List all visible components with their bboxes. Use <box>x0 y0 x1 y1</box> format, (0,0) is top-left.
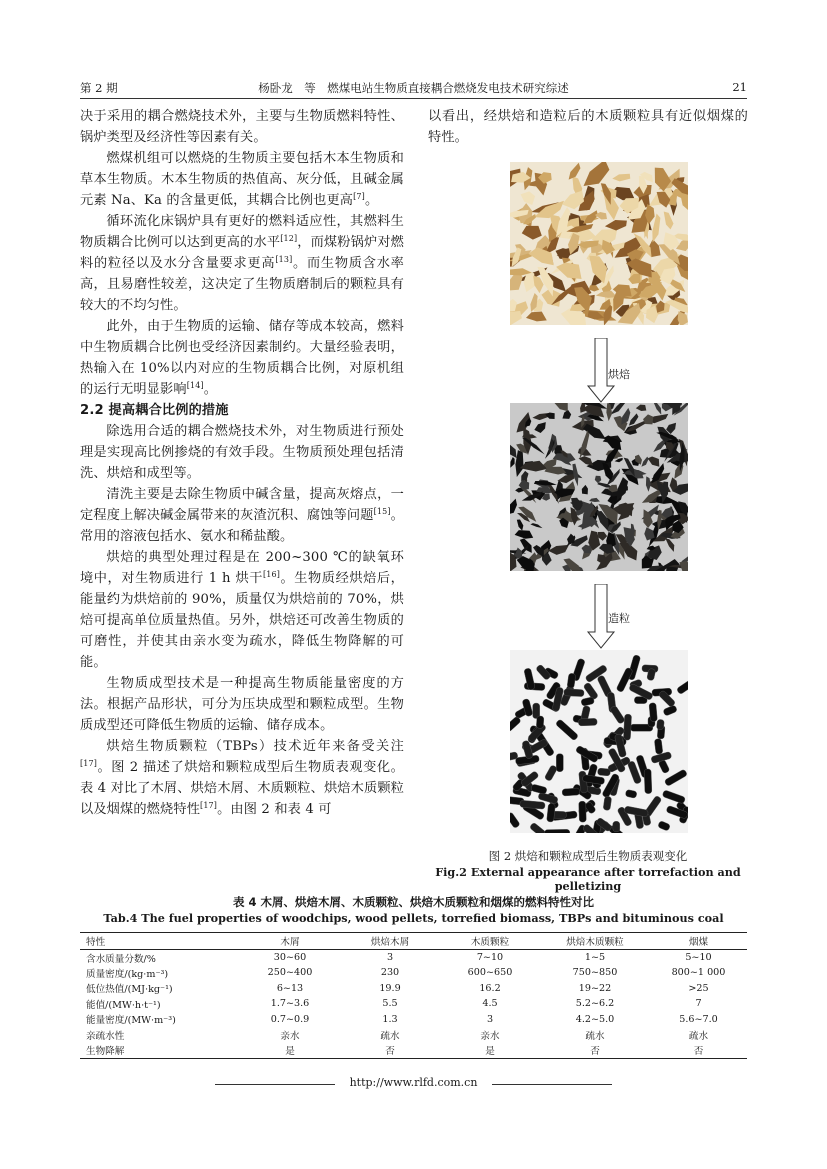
table-cell: 5.6~7.0 <box>679 1013 718 1025</box>
citation[interactable]: [17] <box>80 759 98 768</box>
pelletizing-label: 造粒 <box>608 612 630 625</box>
paragraph-5: 除选用合适的耦合燃烧技术外，对生物质进行预处理是实现高比例掺烧的有效手段。生物质预处理包括清洗、烘焙和成型等。 <box>80 424 404 481</box>
citation[interactable]: [15] <box>373 507 391 516</box>
table-cell: 30~60 <box>273 952 307 963</box>
table-row <box>80 950 747 966</box>
table-cell: 是 <box>285 1046 295 1057</box>
pellet-particle <box>562 788 580 796</box>
pellet-particle <box>544 829 569 833</box>
table-header-row <box>80 933 747 950</box>
pellet-particle <box>536 716 544 729</box>
table-cell: 亲疏水性 <box>86 1030 125 1042</box>
table-cell: 含水质量分数/% <box>86 953 156 965</box>
table-cell: 6~13 <box>276 982 304 994</box>
pellet-particle <box>556 754 563 772</box>
table-cell: 4.2~5.0 <box>575 1013 615 1025</box>
table-cell: 1~5 <box>584 952 606 963</box>
torrefaction-label: 烘焙 <box>608 368 630 381</box>
page-number: 21 <box>732 80 747 94</box>
fuel-properties-table <box>80 932 747 1059</box>
figure-2 <box>428 150 748 893</box>
table-row <box>80 996 747 1012</box>
pellet-particle <box>656 719 664 730</box>
pellet-particle <box>564 689 584 697</box>
issue-number: 第 2 期 <box>80 81 118 95</box>
column-header: 烟煤 <box>688 937 709 948</box>
pellet-particle <box>623 714 631 740</box>
column-header: 烘焙木屑 <box>370 937 410 948</box>
table-cell: 能量密度/(MW·m⁻³) <box>86 1015 176 1027</box>
pellets-photo <box>510 650 688 833</box>
column-header: 特性 <box>86 937 106 948</box>
table-cell: 是 <box>485 1046 495 1057</box>
table-cell: 否 <box>590 1046 600 1057</box>
table-cell: 3 <box>386 952 394 963</box>
torrefied-photo <box>510 403 688 571</box>
running-header <box>80 80 747 98</box>
paragraph-9: 烘焙生物质颗粒（TBPs）技术近年来备受关注[17]。图 2 描述了烘焙和颗粒成型后生物质表观变化。表 4 对比了木屑、烘焙木屑、木质颗粒、烘焙木质颗粒以及烟煤的燃烧特性[17]。由图 2 和表 4 可 <box>80 739 404 817</box>
pellet-particle <box>644 769 652 794</box>
table-cell: 19.9 <box>379 982 401 994</box>
table-cell: 否 <box>385 1046 395 1057</box>
pellets-image <box>510 650 688 833</box>
torrefied-image <box>510 403 688 571</box>
pellet-particle <box>649 703 658 722</box>
figure-caption-cn: 图 2 烘焙和颗粒成型后生物质表观变化 <box>488 849 688 863</box>
paragraph-6: 清洗主要是去除生物质中碱含量，提高灰熔点，一定程度上解决碱金属带来的灰渣沉积、腐蚀等问题[15]。常用的溶液包括水、氨水和稀盐酸。 <box>80 487 404 544</box>
table-cell: 19~22 <box>578 982 612 994</box>
paragraph-4: 此外，由于生物质的运输、储存等成本较高，燃料中生物质耦合比例也受经济因素制约。大量经验表明，热输入在 10%以内对应的生物质耦合比例，对原机组的运行无明显影响[14]。 <box>80 319 404 397</box>
table-cell: 4.5 <box>482 998 498 1010</box>
table-row <box>80 1012 747 1028</box>
table-cell: 0.7~0.9 <box>270 1013 310 1025</box>
table-row <box>80 981 747 997</box>
table-cell: 600~650 <box>467 967 513 979</box>
column-header: 木质颗粒 <box>470 937 510 948</box>
column-header: 烘焙木质颗粒 <box>566 937 624 948</box>
paragraph-2: 燃煤机组可以燃烧的生物质主要包括木本生物质和草本生物质。木本生物质的热值高、灰分低，且碱金属元素 Na、Ka 的含量更低，其耦合比例也更高[7]。 <box>80 151 404 208</box>
table-row <box>80 965 747 981</box>
header-rule <box>80 98 747 99</box>
paragraph-1: 决于采用的耦合燃烧技术外，主要与生物质燃料特性、锅炉类型及经济性等因素有关。 <box>80 109 404 145</box>
table-cell: 7 <box>695 998 702 1010</box>
journal-url-link[interactable]: http://www.rlfd.com.cn <box>349 1076 478 1089</box>
page-footer <box>80 1076 747 1092</box>
table-cell: 生物降解 <box>86 1046 125 1057</box>
table-cell: 250~400 <box>267 967 313 979</box>
column-header: 木屑 <box>280 937 300 948</box>
table-caption-en: Tab.4 The fuel properties of woodchips, wood pellets, torrefied biomass, TBPs and bituminous coal <box>103 911 724 925</box>
paragraph-3: 循环流化床锅炉具有更好的燃料适应性，其燃料生物质耦合比例可以达到更高的水平[12]，而煤粉锅炉对燃料的粒径以及水分含量要求更高[13]。而生物质含水率高，且易磨性较差，这决定了生物质磨制后的颗粒具有较大的不均匀性。 <box>80 214 405 313</box>
table-cell: 5.2~6.2 <box>575 998 615 1010</box>
table-cell: 750~850 <box>572 967 618 979</box>
woodchips-photo <box>510 162 688 325</box>
table-row <box>80 1027 747 1043</box>
table-row <box>80 1043 747 1059</box>
citation[interactable]: [14] <box>186 381 204 390</box>
table-cell: 否 <box>693 1046 704 1057</box>
table-cell: 疏水 <box>380 1030 400 1042</box>
table-cell: 5~10 <box>685 952 712 963</box>
citation[interactable]: [13] <box>275 255 293 264</box>
citation[interactable]: [17] <box>200 801 218 810</box>
citation[interactable]: [16] <box>263 570 281 579</box>
table-caption-cn: 表 4 木屑、烘焙木屑、木质颗粒、烘焙木质颗粒和烟煤的燃料特性对比 <box>232 895 594 909</box>
table-cell: 800~1 000 <box>671 967 726 979</box>
table-cell: 亲水 <box>480 1030 500 1042</box>
pellet-particle <box>597 768 610 776</box>
table-cell: 1.7~3.6 <box>270 998 310 1010</box>
left-column <box>80 106 404 820</box>
table-cell: 5.5 <box>382 998 398 1010</box>
pellet-particle <box>613 821 620 832</box>
table-cell: 质量密度/(kg·m⁻³) <box>86 968 169 980</box>
table-cell: 亲水 <box>280 1030 300 1042</box>
table-cell: 3 <box>486 1013 494 1025</box>
pellet-particle <box>579 801 587 822</box>
table-cell: 16.2 <box>479 982 501 994</box>
running-title: 杨卧龙 等 燃煤电站生物质直接耦合燃烧发电技术研究综述 <box>258 81 569 95</box>
pellet-particle <box>578 718 597 726</box>
table-cell: 低位热值/(MJ·kg⁻¹) <box>86 984 173 996</box>
woodchips-image <box>510 162 688 325</box>
paragraph-continued: 以看出，经烘焙和造粒后的木质颗粒具有近似烟煤的特性。 <box>428 109 748 145</box>
table-cell: 疏水 <box>585 1030 605 1042</box>
table-cell: >25 <box>688 982 709 994</box>
right-column <box>428 106 748 148</box>
table-cell: 230 <box>380 967 400 979</box>
paragraph-7: 烘焙的典型处理过程是在 200~300 ℃的缺氧环境中，对生物质进行 1 h 烘干[16]。生物质经烘焙后，能量约为烘焙前的 90%，质量仅为烘焙前的 70%，烘焙可提高单位质量热值。另外，烘焙还可改善生物质的可磨性，并使其由亲水变为疏水，降低生物降解的可能。 <box>80 550 404 670</box>
table-cell: 能值/(MW·h·t⁻¹) <box>86 999 161 1011</box>
figure-caption-en: Fig.2 External appearance after torrefaction and pelletizing <box>435 865 741 893</box>
citation[interactable]: [7] <box>353 192 365 201</box>
paragraph-8: 生物质成型技术是一种提高生物质能量密度的方法。根据产品形状，可分为压块成型和颗粒成型。生物质成型还可降低生物质的运输、储存成本。 <box>80 676 404 733</box>
section-heading: 2.2 提高耦合比例的措施 <box>80 403 229 418</box>
citation[interactable]: [12] <box>280 234 298 243</box>
table-cell: 1.3 <box>382 1013 398 1025</box>
footer-rule-right <box>492 1084 612 1085</box>
table-cell: 7~10 <box>476 952 504 963</box>
table-cell: 疏水 <box>688 1030 709 1042</box>
